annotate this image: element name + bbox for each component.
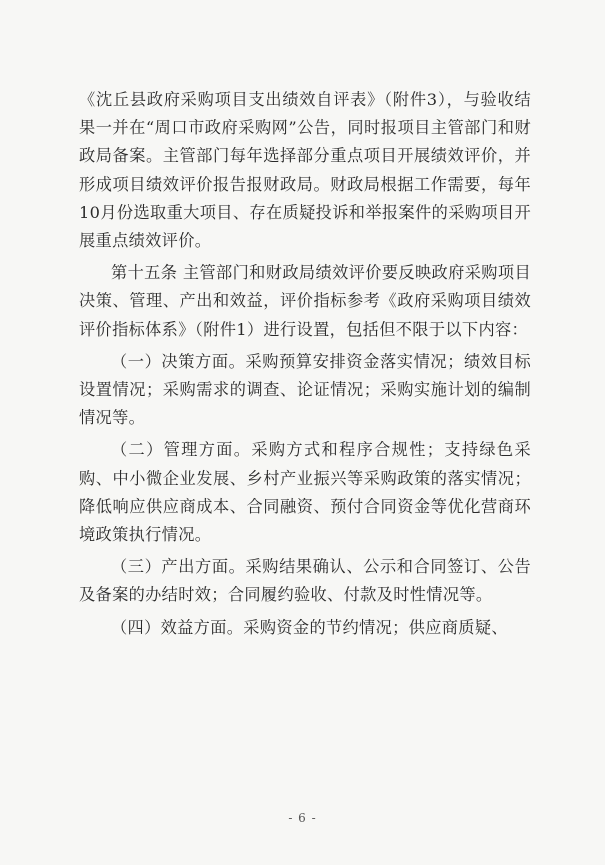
paragraph-article-15: 第十五条 主管部门和财政局绩效评价要反映政府采购项目决策、管理、产出和效益，评价指标参考《政府采购项目绩效评价指标体系》（附件1）进行设置，包括但不限于以下内容： [79, 263, 531, 339]
paragraph-decision-aspect: （一）决策方面。采购预算安排资金落实情况；绩效目标设置情况；采购需求的调查、论证情况；采购实施计划的编制情况等。 [79, 351, 531, 428]
paragraph-output-aspect: （三）产出方面。采购结果确认、公示和合同签订、公告及备案的办结时效；合同履约验收、付款及时性情况等。 [79, 557, 531, 605]
paragraph-benefit-aspect: （四）效益方面。采购资金的节约情况；供应商质疑、 [111, 617, 508, 637]
paragraph-evaluation-publication: 《沈丘县政府采购项目支出绩效自评表》（附件3），与验收结果一并在“周口市政府采购网”公告，同时报项目主管部门和财政局备案。主管部门每年选择部分重点项目开展绩效评价，并形成项目绩效评价报告报财政局。财政局根据工作需要，每年10月份选取重大项目、存在质疑投诉和举报案件的采购项目开展重点绩效评价。 [79, 90, 531, 251]
page-number: - 6 - [288, 811, 317, 825]
paragraph-management-aspect: （二）管理方面。采购方式和程序合规性；支持绿色采购、中小微企业发展、乡村产业振兴等采购政策的落实情况；降低响应供应商成本、合同融资、预付合同资金等优化营商环境政策执行情况。 [79, 440, 531, 545]
document-body [79, 86, 531, 642]
